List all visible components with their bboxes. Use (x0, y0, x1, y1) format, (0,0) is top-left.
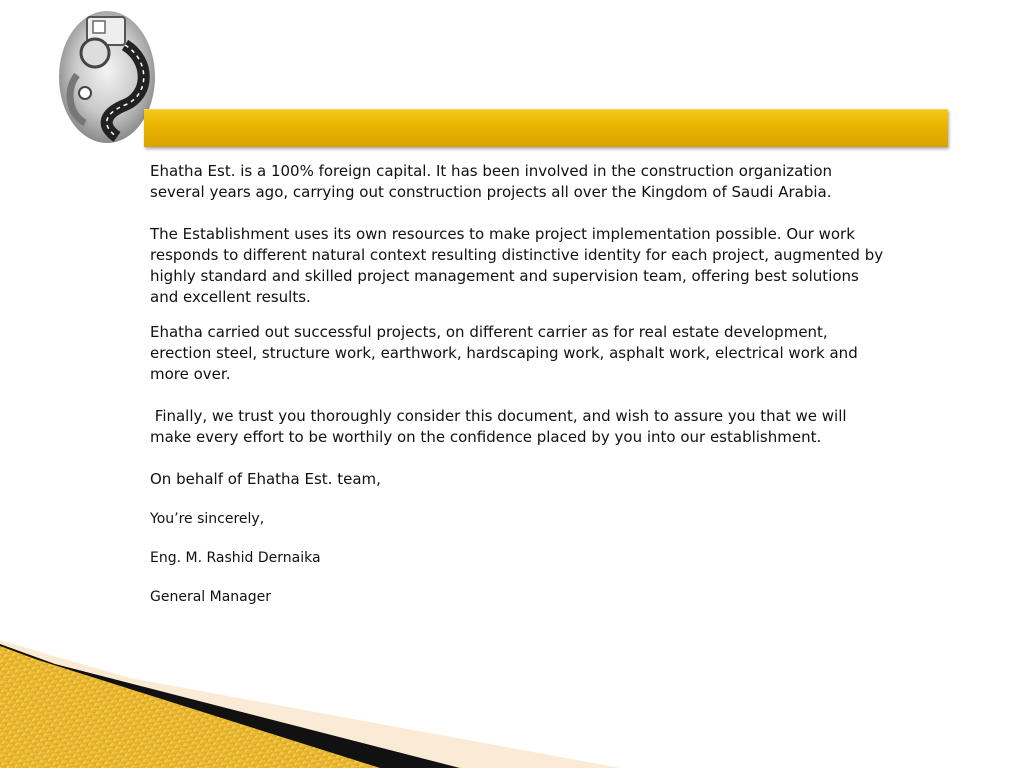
projects-paragraph: Ehatha carried out successful projects, on different carrier as for real estate development, erection steel, structure work, earthwork, hardscaping work, asphalt work, electrical work and more over. (150, 323, 863, 383)
behalf-line: On behalf of Ehatha Est. team, (150, 470, 381, 488)
signer-name: Eng. M. Rashid Dernaika (150, 550, 321, 566)
intro-paragraph: Ehatha Est. is a 100% foreign capital. It has been involved in the construction organization several years ago, carrying out construction projects all over the Kingdom of Saudi Arabia. (150, 162, 837, 201)
title-bar (144, 109, 948, 147)
closing-paragraph: Finally, we trust you thoroughly consider this document, and wish to assure you that we will make every effort to be worthily on the confidence placed by you into our establishment. (150, 407, 852, 446)
salutation: You’re sincerely, (150, 511, 265, 527)
footer-decoration (0, 640, 1024, 768)
letter-body (150, 161, 893, 607)
signer-title: General Manager (150, 589, 271, 605)
resources-paragraph: The Establishment uses its own resources to make project implementation possible. Our work responds to different natural context resulting distinctive identity for each project, augmented by highly standard and skilled project management and supervision team, offering best solutions and excellent results. (150, 225, 893, 306)
